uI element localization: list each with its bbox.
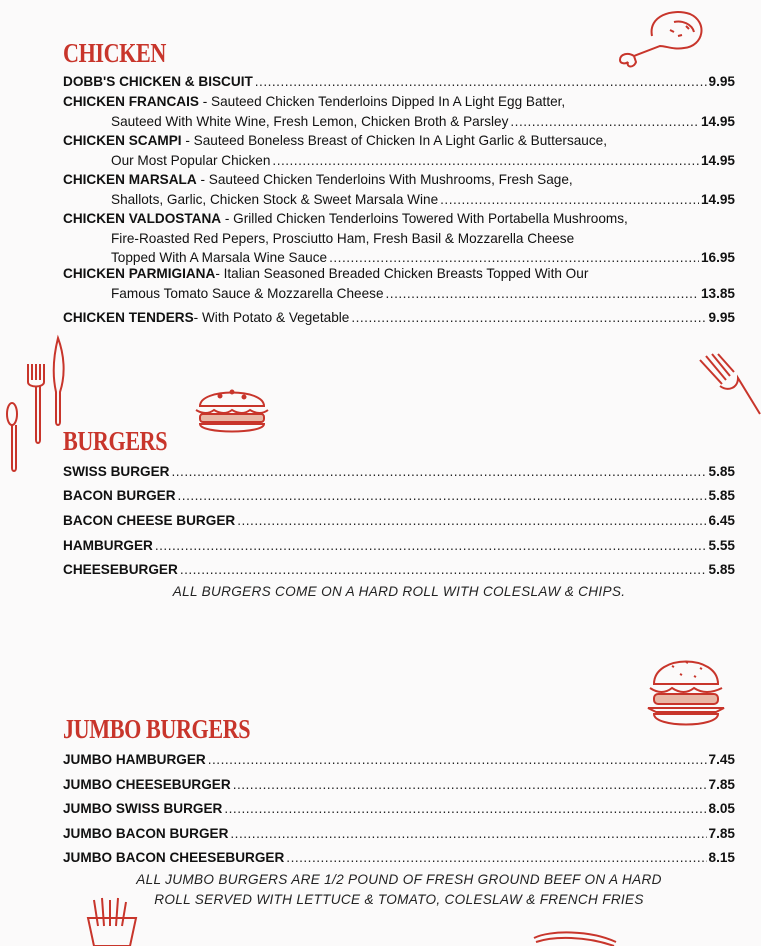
dot-leader [208,750,707,770]
item-name: CHEESEBURGER [63,562,178,577]
item-price: 9.95 [708,310,735,325]
item-name: HAMBURGER [63,538,153,553]
item-price: 13.85 [700,285,735,301]
burgers-note: ALL BURGERS COME ON A HARD ROLL WITH COLESLAW & CHIPS. [172,584,626,599]
dot-leader [255,72,707,92]
item-price: 7.85 [708,826,735,841]
menu-item-jumbo-bacon-cheeseburger [63,848,735,868]
item-name: JUMBO BACON BURGER [63,826,229,841]
menu-item-chicken-valdostana [63,209,735,268]
item-description: - Sauteed Boneless Breast of Chicken In A Light Garlic & Buttersauce, [181,133,607,148]
item-name: CHICKEN VALDOSTANA [63,211,222,226]
menu-item-swiss-burger [63,462,735,482]
sausage-icon [530,928,620,946]
item-description: - With Potato & Vegetable [193,310,350,325]
section-title-burgers: BURGERS [63,426,168,456]
menu-item-jumbo-swiss-burger [63,799,735,819]
item-price: 14.95 [700,152,735,168]
item-name: BACON BURGER [63,488,176,503]
dot-leader [286,848,706,868]
menu-item-chicken-scampi [63,131,735,170]
burger-icon [192,380,272,440]
burger-icon [644,650,728,734]
item-name: CHICKEN MARSALA [63,172,197,187]
dot-leader [510,112,699,132]
dot-leader [172,462,707,482]
menu-item-bacon-cheese-burger [63,511,735,531]
item-price: 7.45 [708,752,735,767]
item-price: 6.45 [708,513,735,528]
dot-leader [237,511,706,531]
item-description-line: Fire-Roasted Red Pepers, Prosciutto Ham, Fresh Basil & Mozzarella Cheese [111,230,575,246]
item-description-line: Our Most Popular Chicken [111,152,271,168]
menu-item-hamburger [63,536,735,556]
dot-leader [180,560,707,580]
menu-item-bacon-burger [63,486,735,506]
menu-item-jumbo-cheeseburger [63,775,735,795]
item-name: JUMBO HAMBURGER [63,752,206,767]
item-description: - Sauteed Chicken Tenderloins With Mushrooms, Fresh Sage, [196,172,573,187]
dot-leader [351,308,706,328]
item-name: DOBB'S CHICKEN & BISCUIT [63,74,253,89]
item-price: 8.05 [708,801,735,816]
item-name: CHICKEN TENDERS [63,310,194,325]
item-price: 5.85 [708,488,735,503]
item-description: - Grilled Chicken Tenderloins Towered With Portabella Mushrooms, [221,211,628,226]
item-price: 9.95 [708,74,735,89]
dot-leader [230,824,706,844]
item-name: JUMBO SWISS BURGER [63,801,223,816]
section-title-jumbo-burgers: JUMBO BURGERS [63,714,251,744]
item-price: 5.55 [708,538,735,553]
item-description-line: Famous Tomato Sauce & Mozzarella Cheese [111,285,384,301]
section-title-chicken: CHICKEN [63,38,166,68]
menu-item-dobbs-chicken-biscuit [63,72,735,92]
item-price: 16.95 [700,250,735,265]
menu-item-chicken-tenders [63,308,735,328]
item-name: CHICKEN SCAMPI [63,133,182,148]
dot-leader [155,536,707,556]
item-description: - Sauteed Chicken Tenderloins Dipped In A Light Egg Batter, [198,94,566,109]
item-price: 5.85 [708,464,735,479]
item-description: - Italian Seasoned Breaded Chicken Breasts Topped With Our [215,266,589,281]
menu-item-chicken-francais [63,92,735,131]
menu-item-chicken-marsala [63,170,735,209]
item-description-line: Shallots, Garlic, Chicken Stock & Sweet Marsala Wine [111,191,439,207]
menu-item-cheeseburger [63,560,735,580]
dot-leader [386,284,699,304]
dot-leader [272,151,699,171]
item-name: CHICKEN PARMIGIANA [63,266,216,281]
menu-item-jumbo-bacon-burger [63,824,735,844]
dot-leader [178,486,707,506]
item-name: CHICKEN FRANCAIS [63,94,199,109]
item-name: JUMBO CHEESEBURGER [63,777,231,792]
item-name: SWISS BURGER [63,464,170,479]
menu-item-jumbo-hamburger [63,750,735,770]
item-price: 14.95 [700,191,735,207]
jumbo-note-line-1: ALL JUMBO BURGERS ARE 1/2 POUND OF FRESH GROUND BEEF ON A HARD [136,872,662,887]
item-name: JUMBO BACON CHEESEBURGER [63,850,285,865]
chicken-leg-icon [612,6,708,70]
dot-leader [233,775,707,795]
cutlery-icon [2,334,72,474]
item-price: 8.15 [708,850,735,865]
item-name: BACON CHEESE BURGER [63,513,236,528]
jumbo-burgers-note [63,870,735,910]
dot-leader [224,799,706,819]
menu-item-chicken-parmigiana [63,264,735,303]
jumbo-note-line-2: ROLL SERVED WITH LETTUCE & TOMATO, COLESLAW & FRENCH FRIES [154,892,644,907]
item-price: 7.85 [708,777,735,792]
item-description-line: Topped With A Marsala Wine Sauce [111,250,328,265]
dot-leader [440,190,699,210]
item-description-line: Sauteed With White Wine, Fresh Lemon, Chicken Broth & Parsley [111,113,509,129]
item-price: 14.95 [700,113,735,129]
fork-icon [694,352,761,422]
item-price: 5.85 [708,562,735,577]
